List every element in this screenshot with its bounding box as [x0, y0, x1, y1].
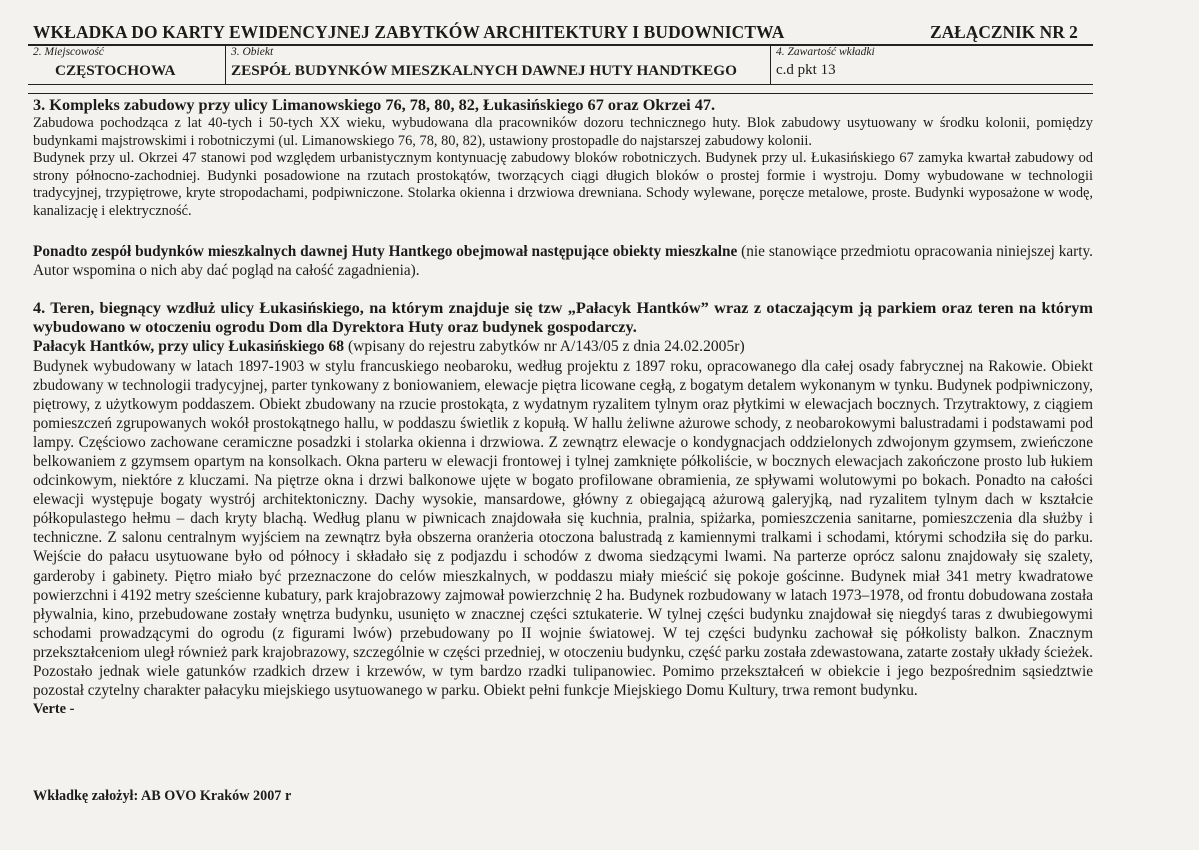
palace-subheading [33, 337, 1093, 357]
document-body [33, 95, 1093, 718]
section-4 [33, 298, 1093, 718]
verte-note: Verte - [33, 701, 75, 718]
locality-label: 2. Miejscowość [33, 46, 104, 58]
locality-value: CZĘSTOCHOWA [55, 62, 176, 79]
palace-register-note: (wpisany do rejestru zabytków nr A/143/05 z dnia 24.02.2005r) [344, 337, 745, 355]
page-title: WKŁADKA DO KARTY EWIDENCYJNEJ ZABYTKÓW ARCHITEKTURY I BUDOWNICTWA [33, 22, 785, 42]
object-label: 3. Obiekt [231, 46, 274, 58]
attachment-number: ZAŁĄCZNIK NR 2 [930, 22, 1078, 42]
header-divider-1 [225, 44, 226, 85]
palace-name: Pałacyk Hantków, przy ulicy Łukasińskiego 68 [33, 337, 345, 355]
header-rule-bottom [28, 84, 1093, 85]
header-rule-top [28, 44, 1093, 46]
contents-value: c.d pkt 13 [776, 62, 836, 78]
footer-author: Wkładkę założył: AB OVO Kraków 2007 r [33, 788, 292, 804]
ponadto-rest: (nie stanowiące przedmiotu opracowania niniejszej karty. Autor wspomina o nich aby dać pogląd na całość zagadnienia). [33, 242, 1093, 279]
section-3-paragraph-2: Budynek przy ul. Okrzei 47 stanowi pod względem urbanistycznym kontynuację zabudowy bloków robotniczych. Budynek przy ul. Łukasińskiego 67 zamyka kwartał zabudowy od strony północno-zachodniej. Budynki posadowione na rzutach prostokątów, tworzących ciągi długich bloków o prostej formie i wystroju. Domy wybudowane w technologii tradycyjnej, trzypiętrowe, kryte stropodachami, podpiwniczone. Stolarka okienna i drzwiowa drewniana. Schody wylewane, poręcze metalowe, proste. Budynki wyposażone w wodę, kanalizację i elektryczność. [33, 150, 1093, 219]
section-3-paragraph-1: Zabudowa pochodząca z lat 40-tych i 50-tych XX wieku, wybudowana dla pracowników dozoru technicznego huty. Blok zabudowy usytuowany w środku kolonii, pomiędzy budynkami majstrowskimi i robotniczymi (ul. Limanowskiego 76, 78, 80, 82), ustawiony prostopadle do najstarszej zabudowy kolonii. [33, 115, 1093, 149]
palace-description: Budynek wybudowany w latach 1897-1903 w stylu francuskiego neobaroku, według projektu z 1897 roku, opracowanego dla całej osady fabrycznej na Rakowie. Obiekt zbudowany w technologii tradycyjnej, parter tynkowany z boniowaniem, elewacje piętra licowane cegłą, z bogatym detalem wykonanym w tynku. Budynek podpiwniczony, piętrowy, z użytkowym poddaszem. Obiekt zbudowany na rzucie prostokąta, z wydatnym ryzalitem tylnym oraz płytkimi w elewacjach bocznych. Trzytraktowy, z ciągiem pomieszczeń zgrupowanych wokół prostokątnego hallu, w poddaszu świetlik z kopułą. W hallu żeliwne ażurowe schody, z neobarokowymi balustradami i podstawami pod lampy. Częściowo zachowane ceramiczne posadzki i stolarka okienna i drzwiowa. Z zewnątrz elewacje o kondygnacjach oddzielonych zdwojonym gzymsem, zwieńczone belkowaniem z gzymsem opartym na konsolkach. Okna parteru w elewacji frontowej i tylnej zamknięte półkoliście, w bocznych elewacjach zakończone prosto lub łukiem odcinkowym, niektóre z kluczami. Na piętrze okna i drzwi balkonowe ujęte w bogato profilowane obramienia, ze spływami wolutowymi po bokach. Ponadto na całości elewacji występuje bogaty wystrój architektoniczny. Dachy wysokie, mansardowe, główny z obiegającą ażurową galeryjką, nad ryzalitem tylnym dach w kształcie półkopulastego hełmu – dach kryty blachą. Według planu w piwnicach znajdowała się kuchnia, pralnia, spiżarka, pomieszczenia sanitarne, pomieszczenia dla służby i techniczne. Z salonu centralnym wyjściem na zewnątrz była obszerna oranżeria otoczona balustradą z kamiennymi tralkami i schodami, którymi schodziła się do parku. Wejście do pałacu usytuowane było od północy i składało się z podjazdu i schodów z dwoma siedzącymi lwami. Na parterze oprócz salonu znajdowały się szalety, garderoby i gabinety. Piętro miało być przeznaczone do celów mieszkalnych, w poddaszu miały mieścić się pokoje gościnne. Budynek miał 341 metry kwadratowe powierzchni i 4192 metry sześcienne kubatury, park krajobrazowy zajmował powierzchnię 2 ha. Budynek rozbudowany w latach 1973–1978, od frontu dobudowana została pływalnia, kino, przebudowane zostały wnętrza budynku, usunięto w znacznej części sztukaterie. W tylnej części budynku znajdował się niegdyś taras z dwubiegowymi schodami prowadzącymi do ogrodu (z figurami lwów) przebudowany po II wojnie światowej. W tej części budynku zachował się półkolisty balkon. Znacznym przekształceniom uległ również park krajobrazowy, szczególnie w części przedniej, w otoczeniu budynku, część parku została zdewastowana, zatarte zostały układy ścieżek. Pozostało jednak wiele gatunków rzadkich drzew i krzewów, w tym bardzo rzadki tulipanowiec. Pomimo przekształceń w obiekcie i jego bezpośrednim sąsiedztwie pozostał czytelny charakter pałacyku miejskiego usytuowanego w parku. Obiekt pełni funkcje Miejskiego Domu Kultury, trwa remont budynku. [33, 357, 1093, 700]
object-value: ZESPÓŁ BUDYNKÓW MIESZKALNYCH DAWNEJ HUTY HANDTKEGO [231, 62, 737, 79]
ponadto-paragraph [33, 242, 1093, 280]
ponadto-bold: Ponadto zespół budynków mieszkalnych dawnej Huty Hantkego obejmował następujące obiekty mieszkalne [33, 242, 738, 260]
section-rule [28, 93, 1093, 94]
contents-label: 4. Zawartość wkładki [776, 46, 875, 58]
header-divider-2 [770, 44, 771, 85]
section-3-heading: 3. Kompleks zabudowy przy ulicy Limanowskiego 76, 78, 80, 82, Łukasińskiego 67 oraz Okrzei 47. [33, 95, 716, 114]
section-4-heading: 4. Teren, biegnący wzdłuż ulicy Łukasińskiego, na którym znajduje się tzw „Pałacyk Hantków” wraz z otaczającym ją parkiem oraz teren na którym wybudowano w otoczeniu ogrodu Dom dla Dyrektora Huty oraz budynek gospodarczy. [33, 297, 1093, 337]
